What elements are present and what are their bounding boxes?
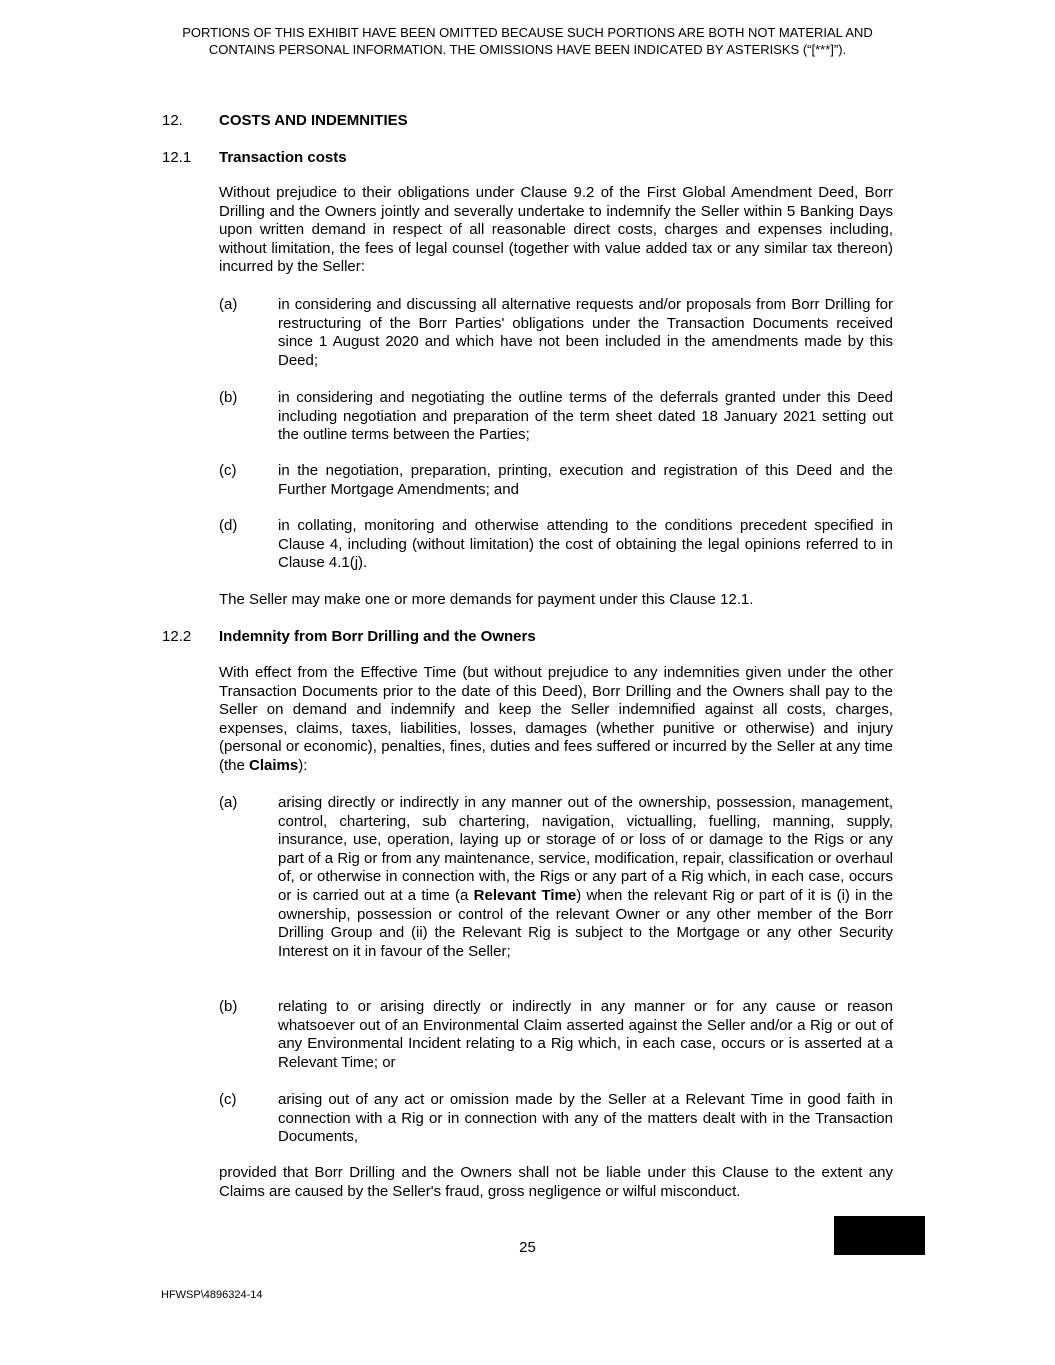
item-text: in considering and negotiating the outline terms of the deferrals granted under this Deed including negotiation and preparation of the term sheet dated 18 January 2021 setting out the outline terms between the Parties; [278,389,893,444]
clause-12-2-item-c [219,1091,893,1147]
item-label: (c) [219,1091,237,1108]
item-label: (a) [219,296,238,313]
item-text: in the negotiation, preparation, printing, execution and registration of this Deed and the Further Mortgage Amendments; and [278,462,893,498]
clause-number: 12.1 [162,149,192,166]
item-label: (a) [219,794,238,811]
redaction-block [834,1216,925,1255]
clause-12-2-intro [219,664,893,776]
clause-12-2-item-b [219,998,893,1072]
clause-12-1-item-d [219,517,893,573]
clause-12-1-item-b [219,389,893,445]
document-reference: HFWSP\4896324-14 [161,1289,263,1301]
item-text-start: arising directly or indirectly in any manner out of the ownership, possession, management, control, chartering, sub chartering, navigation, victualling, fuelling, manning, supply, insurance, use, operation, laying up or storage of or loss of or damage to the Rigs or any part of a Rig or from any maintenance, service, modification, repair, classification or overhaul of, or otherwise in connection with, the Rigs or any part of a Rig which, in each case, occurs or is carried out at a time (a [278,794,893,904]
page-number: 25 [519,1239,536,1256]
item-text: in collating, monitoring and otherwise attending to the conditions precedent specified in Clause 4, including (without limitation) the cost of obtaining the legal opinions referred to in Clause 4.1(j). [278,517,893,572]
item-text-end: ) when the relevant Rig or part of it is (i) in the ownership, possession or control of the relevant Owner or any other member of the Borr Drilling Group and (ii) the Relevant Rig is subject to the Mortgage or any other Security Interest on it in favour of the Seller; [278,886,893,960]
redaction-notice-line-2: CONTAINS PERSONAL INFORMATION. THE OMISSIONS HAVE BEEN INDICATED BY ASTERISKS (“[***]”). [208,42,847,57]
redaction-notice [100,24,955,58]
clause-number: 12.2 [162,628,192,645]
item-text: arising out of any act or omission made by the Seller at a Relevant Time in good faith in connection with a Rig or in connection with any of the matters dealt with in the Transaction Documents, [278,1091,893,1146]
intro-text-end: ): [298,756,308,774]
section-title: COSTS AND INDEMNITIES [219,112,408,129]
item-label: (b) [219,998,238,1015]
relevant-time-defined-term: Relevant Time [473,886,577,904]
clause-12-1-intro: Without prejudice to their obligations under Clause 9.2 of the First Global Amendment Deed, Borr Drilling and the Owners jointly and severally undertake to indemnify the Seller within 5 Banking Days upon written demand in respect of all reasonable direct costs, charges and expenses including, without limitation, the fees of legal counsel (together with value added tax or any similar tax thereon) incurred by the Seller: [219,184,893,276]
claims-defined-term: Claims [249,756,299,774]
clause-12-1-closing: The Seller may make one or more demands for payment under this Clause 12.1. [219,591,754,608]
clause-12-2-item-a [219,794,893,961]
intro-text: With effect from the Effective Time (but without prejudice to any indemnities given under the other Transaction Documents prior to the date of this Deed), Borr Drilling and the Owners shall pay to the Seller on demand and indemnify and keep the Seller indemnified against all costs, charges, expenses, claims, taxes, liabilities, losses, damages (whether punitive or otherwise) and injury (personal or economic), penalties, fines, duties and fees suffered or incurred by the Seller at any time (the [219,664,893,774]
item-label: (b) [219,389,238,406]
clause-12-1-item-c [219,462,893,499]
item-text: relating to or arising directly or indirectly in any manner or for any cause or reason whatsoever out of an Environmental Claim asserted against the Seller and/or a Rig or out of any Environmental Incident relating to a Rig which, in each case, occurs or is asserted at a Relevant Time; or [278,998,893,1071]
redaction-notice-line-1: PORTIONS OF THIS EXHIBIT HAVE BEEN OMITTED BECAUSE SUCH PORTIONS ARE BOTH NOT MATERIAL AND [182,25,873,40]
clause-12-1-item-a [219,296,893,370]
clause-title: Indemnity from Borr Drilling and the Owners [219,628,536,645]
item-label: (c) [219,462,237,479]
clause-12-2-closing: provided that Borr Drilling and the Owners shall not be liable under this Clause to the extent any Claims are caused by the Seller's fraud, gross negligence or wilful misconduct. [219,1164,893,1200]
item-label: (d) [219,517,238,534]
clause-title: Transaction costs [219,149,347,166]
item-text [278,794,893,961]
item-text: in considering and discussing all alternative requests and/or proposals from Borr Drilling for restructuring of the Borr Parties' obligations under the Transaction Documents received since 1 August 2020 and which have not been included in the amendments made by this Deed; [278,296,893,369]
section-number: 12. [162,112,183,129]
